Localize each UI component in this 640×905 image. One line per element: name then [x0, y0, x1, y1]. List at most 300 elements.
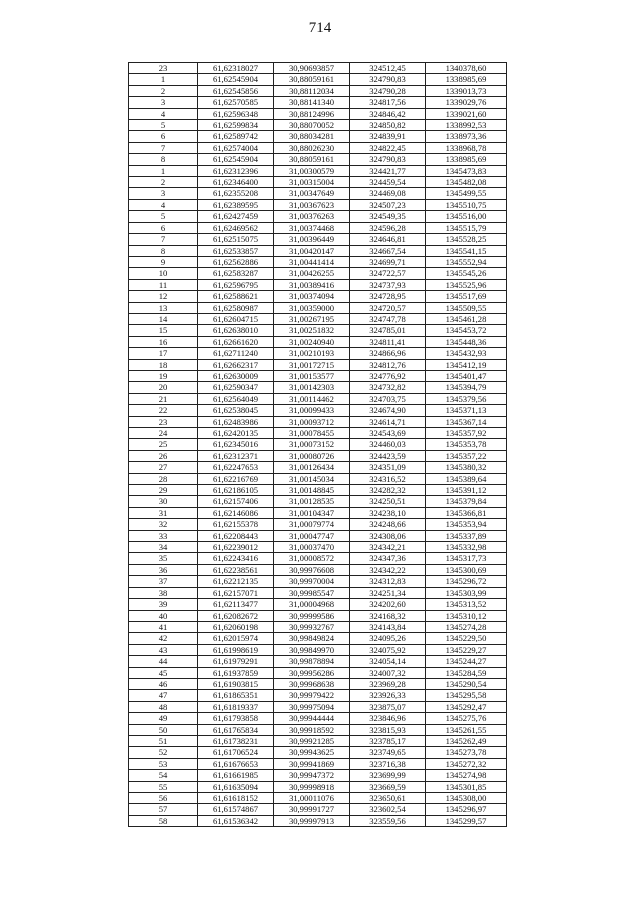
latitude-cell: 61,62545904 — [198, 74, 274, 85]
point-number-cell: 34 — [129, 542, 198, 553]
longitude-cell: 31,00104347 — [274, 507, 350, 518]
x-coordinate-cell: 323926,33 — [350, 690, 426, 701]
y-coordinate-cell: 1345509,55 — [426, 302, 507, 313]
longitude-cell: 31,00153577 — [274, 370, 350, 381]
point-number-cell: 23 — [129, 63, 198, 74]
longitude-cell: 30,99918592 — [274, 724, 350, 735]
point-number-cell: 1 — [129, 74, 198, 85]
y-coordinate-cell: 1345448,36 — [426, 336, 507, 347]
point-number-cell: 50 — [129, 724, 198, 735]
longitude-cell: 30,88124996 — [274, 108, 350, 119]
y-coordinate-cell: 1345274,28 — [426, 621, 507, 632]
latitude-cell: 61,62638010 — [198, 325, 274, 336]
latitude-cell: 61,62318027 — [198, 63, 274, 74]
point-number-cell: 53 — [129, 758, 198, 769]
table-row — [129, 325, 507, 336]
longitude-cell: 31,00251832 — [274, 325, 350, 336]
latitude-cell: 61,62596348 — [198, 108, 274, 119]
table-row — [129, 804, 507, 815]
point-number-cell: 30 — [129, 496, 198, 507]
y-coordinate-cell: 1345295,58 — [426, 690, 507, 701]
point-number-cell: 15 — [129, 325, 198, 336]
table-row — [129, 713, 507, 724]
point-number-cell: 38 — [129, 587, 198, 598]
y-coordinate-cell: 1345499,55 — [426, 188, 507, 199]
longitude-cell: 31,00389416 — [274, 279, 350, 290]
y-coordinate-cell: 1345303,99 — [426, 587, 507, 598]
table-row — [129, 450, 507, 461]
longitude-cell: 30,99849824 — [274, 633, 350, 644]
latitude-cell: 61,62580987 — [198, 302, 274, 313]
table-row — [129, 336, 507, 347]
longitude-cell: 31,00011076 — [274, 793, 350, 804]
table-row — [129, 690, 507, 701]
x-coordinate-cell: 324866,96 — [350, 348, 426, 359]
longitude-cell: 30,88112034 — [274, 85, 350, 96]
x-coordinate-cell: 324722,57 — [350, 268, 426, 279]
longitude-cell: 31,00267195 — [274, 313, 350, 324]
table-row — [129, 815, 507, 826]
y-coordinate-cell: 1345300,69 — [426, 564, 507, 575]
latitude-cell: 61,61574867 — [198, 804, 274, 815]
point-number-cell: 21 — [129, 393, 198, 404]
table-row — [129, 302, 507, 313]
y-coordinate-cell: 1345229,27 — [426, 644, 507, 655]
table-row — [129, 131, 507, 142]
latitude-cell: 61,62216769 — [198, 473, 274, 484]
y-coordinate-cell: 1345379,56 — [426, 393, 507, 404]
x-coordinate-cell: 324342,21 — [350, 542, 426, 553]
longitude-cell: 31,00315004 — [274, 177, 350, 188]
y-coordinate-cell: 1345541,15 — [426, 245, 507, 256]
x-coordinate-cell: 324614,71 — [350, 416, 426, 427]
latitude-cell: 61,62570585 — [198, 97, 274, 108]
x-coordinate-cell: 323650,61 — [350, 793, 426, 804]
point-number-cell: 28 — [129, 473, 198, 484]
point-number-cell: 7 — [129, 234, 198, 245]
x-coordinate-cell: 324460,03 — [350, 439, 426, 450]
point-number-cell: 2 — [129, 85, 198, 96]
longitude-cell: 31,00099433 — [274, 405, 350, 416]
x-coordinate-cell: 323749,65 — [350, 747, 426, 758]
y-coordinate-cell: 1339021,60 — [426, 108, 507, 119]
latitude-cell: 61,62247653 — [198, 462, 274, 473]
table-row — [129, 656, 507, 667]
table-row — [129, 599, 507, 610]
latitude-cell: 61,62208443 — [198, 530, 274, 541]
x-coordinate-cell: 324790,83 — [350, 154, 426, 165]
latitude-cell: 61,62420135 — [198, 428, 274, 439]
x-coordinate-cell: 324423,59 — [350, 450, 426, 461]
y-coordinate-cell: 1345272,32 — [426, 758, 507, 769]
x-coordinate-cell: 324674,90 — [350, 405, 426, 416]
longitude-cell: 31,00441414 — [274, 256, 350, 267]
longitude-cell: 30,99932767 — [274, 621, 350, 632]
point-number-cell: 41 — [129, 621, 198, 632]
latitude-cell: 61,62212135 — [198, 576, 274, 587]
x-coordinate-cell: 324850,82 — [350, 120, 426, 131]
longitude-cell: 31,00142303 — [274, 382, 350, 393]
table-row — [129, 108, 507, 119]
x-coordinate-cell: 324728,95 — [350, 291, 426, 302]
longitude-cell: 31,00240940 — [274, 336, 350, 347]
y-coordinate-cell: 1345394,79 — [426, 382, 507, 393]
point-number-cell: 16 — [129, 336, 198, 347]
table-row — [129, 348, 507, 359]
table-row — [129, 439, 507, 450]
latitude-cell: 61,61738231 — [198, 735, 274, 746]
point-number-cell: 31 — [129, 507, 198, 518]
latitude-cell: 61,62562886 — [198, 256, 274, 267]
latitude-cell: 61,62533857 — [198, 245, 274, 256]
latitude-cell: 61,62583287 — [198, 268, 274, 279]
point-number-cell: 9 — [129, 256, 198, 267]
table-row — [129, 793, 507, 804]
x-coordinate-cell: 324667,54 — [350, 245, 426, 256]
longitude-cell: 31,00078455 — [274, 428, 350, 439]
longitude-cell: 31,00420147 — [274, 245, 350, 256]
y-coordinate-cell: 1339013,73 — [426, 85, 507, 96]
y-coordinate-cell: 1345461,28 — [426, 313, 507, 324]
y-coordinate-cell: 1345301,85 — [426, 781, 507, 792]
point-number-cell: 13 — [129, 302, 198, 313]
y-coordinate-cell: 1345292,47 — [426, 701, 507, 712]
longitude-cell: 31,00008572 — [274, 553, 350, 564]
longitude-cell: 31,00376263 — [274, 211, 350, 222]
longitude-cell: 30,99997913 — [274, 815, 350, 826]
point-number-cell: 39 — [129, 599, 198, 610]
latitude-cell: 61,62596795 — [198, 279, 274, 290]
latitude-cell: 61,62113477 — [198, 599, 274, 610]
point-number-cell: 52 — [129, 747, 198, 758]
table-row — [129, 416, 507, 427]
point-number-cell: 22 — [129, 405, 198, 416]
x-coordinate-cell: 324312,83 — [350, 576, 426, 587]
table-row — [129, 359, 507, 370]
longitude-cell: 30,99944444 — [274, 713, 350, 724]
latitude-cell: 61,62082672 — [198, 610, 274, 621]
latitude-cell: 61,62312396 — [198, 165, 274, 176]
x-coordinate-cell: 324459,54 — [350, 177, 426, 188]
longitude-cell: 31,00145034 — [274, 473, 350, 484]
x-coordinate-cell: 324075,92 — [350, 644, 426, 655]
latitude-cell: 61,62015974 — [198, 633, 274, 644]
y-coordinate-cell: 1345353,78 — [426, 439, 507, 450]
y-coordinate-cell: 1345525,96 — [426, 279, 507, 290]
point-number-cell: 18 — [129, 359, 198, 370]
point-number-cell: 29 — [129, 485, 198, 496]
latitude-cell: 61,62662317 — [198, 359, 274, 370]
longitude-cell: 30,99985547 — [274, 587, 350, 598]
x-coordinate-cell: 324007,32 — [350, 667, 426, 678]
y-coordinate-cell: 1345244,27 — [426, 656, 507, 667]
x-coordinate-cell: 323559,56 — [350, 815, 426, 826]
y-coordinate-cell: 1345290,54 — [426, 678, 507, 689]
point-number-cell: 35 — [129, 553, 198, 564]
x-coordinate-cell: 324811,41 — [350, 336, 426, 347]
y-coordinate-cell: 1338968,78 — [426, 142, 507, 153]
latitude-cell: 61,61536342 — [198, 815, 274, 826]
point-number-cell: 4 — [129, 199, 198, 210]
table-row — [129, 85, 507, 96]
point-number-cell: 33 — [129, 530, 198, 541]
y-coordinate-cell: 1345380,32 — [426, 462, 507, 473]
table-row — [129, 188, 507, 199]
longitude-cell: 31,00114462 — [274, 393, 350, 404]
table-row — [129, 781, 507, 792]
x-coordinate-cell: 324790,28 — [350, 85, 426, 96]
longitude-cell: 31,00037470 — [274, 542, 350, 553]
y-coordinate-cell: 1345317,73 — [426, 553, 507, 564]
table-row — [129, 724, 507, 735]
point-number-cell: 48 — [129, 701, 198, 712]
longitude-cell: 31,00126434 — [274, 462, 350, 473]
x-coordinate-cell: 324095,26 — [350, 633, 426, 644]
table-row — [129, 234, 507, 245]
x-coordinate-cell: 323669,59 — [350, 781, 426, 792]
latitude-cell: 61,62515075 — [198, 234, 274, 245]
latitude-cell: 61,61998619 — [198, 644, 274, 655]
y-coordinate-cell: 1345552,94 — [426, 256, 507, 267]
y-coordinate-cell: 1345453,72 — [426, 325, 507, 336]
longitude-cell: 31,00300579 — [274, 165, 350, 176]
point-number-cell: 17 — [129, 348, 198, 359]
latitude-cell: 61,61865351 — [198, 690, 274, 701]
point-number-cell: 6 — [129, 131, 198, 142]
longitude-cell: 31,00148845 — [274, 485, 350, 496]
y-coordinate-cell: 1345308,00 — [426, 793, 507, 804]
point-number-cell: 6 — [129, 222, 198, 233]
x-coordinate-cell: 324822,45 — [350, 142, 426, 153]
table-row — [129, 428, 507, 439]
latitude-cell: 61,61635094 — [198, 781, 274, 792]
point-number-cell: 7 — [129, 142, 198, 153]
point-number-cell: 57 — [129, 804, 198, 815]
y-coordinate-cell: 1345366,81 — [426, 507, 507, 518]
point-number-cell: 10 — [129, 268, 198, 279]
x-coordinate-cell: 324351,09 — [350, 462, 426, 473]
table-row — [129, 542, 507, 553]
x-coordinate-cell: 324421,77 — [350, 165, 426, 176]
latitude-cell: 61,62564049 — [198, 393, 274, 404]
y-coordinate-cell: 1345261,55 — [426, 724, 507, 735]
x-coordinate-cell: 324785,01 — [350, 325, 426, 336]
x-coordinate-cell: 323969,28 — [350, 678, 426, 689]
latitude-cell: 61,62155378 — [198, 519, 274, 530]
point-number-cell: 42 — [129, 633, 198, 644]
y-coordinate-cell: 1345482,08 — [426, 177, 507, 188]
x-coordinate-cell: 324596,28 — [350, 222, 426, 233]
coordinates-table — [128, 62, 507, 827]
table-row — [129, 758, 507, 769]
y-coordinate-cell: 1345353,94 — [426, 519, 507, 530]
longitude-cell: 30,88026230 — [274, 142, 350, 153]
table-row — [129, 97, 507, 108]
x-coordinate-cell: 324054,14 — [350, 656, 426, 667]
y-coordinate-cell: 1345275,76 — [426, 713, 507, 724]
longitude-cell: 30,88059161 — [274, 154, 350, 165]
latitude-cell: 61,62589742 — [198, 131, 274, 142]
table-row — [129, 211, 507, 222]
longitude-cell: 30,99970004 — [274, 576, 350, 587]
y-coordinate-cell: 1345313,52 — [426, 599, 507, 610]
x-coordinate-cell: 324469,08 — [350, 188, 426, 199]
x-coordinate-cell: 324202,60 — [350, 599, 426, 610]
x-coordinate-cell: 323875,07 — [350, 701, 426, 712]
y-coordinate-cell: 1345296,72 — [426, 576, 507, 587]
point-number-cell: 45 — [129, 667, 198, 678]
x-coordinate-cell: 324342,22 — [350, 564, 426, 575]
longitude-cell: 31,00047747 — [274, 530, 350, 541]
longitude-cell: 31,00367623 — [274, 199, 350, 210]
table-row — [129, 462, 507, 473]
y-coordinate-cell: 1345332,98 — [426, 542, 507, 553]
longitude-cell: 30,99878894 — [274, 656, 350, 667]
longitude-cell: 31,00426255 — [274, 268, 350, 279]
y-coordinate-cell: 1338985,69 — [426, 154, 507, 165]
point-number-cell: 51 — [129, 735, 198, 746]
table-row — [129, 770, 507, 781]
x-coordinate-cell: 324846,42 — [350, 108, 426, 119]
table-row — [129, 405, 507, 416]
point-number-cell: 12 — [129, 291, 198, 302]
point-number-cell: 24 — [129, 428, 198, 439]
latitude-cell: 61,62345016 — [198, 439, 274, 450]
latitude-cell: 61,62355208 — [198, 188, 274, 199]
x-coordinate-cell: 324703,75 — [350, 393, 426, 404]
latitude-cell: 61,62427459 — [198, 211, 274, 222]
point-number-cell: 5 — [129, 120, 198, 131]
latitude-cell: 61,62545904 — [198, 154, 274, 165]
longitude-cell: 31,00172715 — [274, 359, 350, 370]
point-number-cell: 54 — [129, 770, 198, 781]
y-coordinate-cell: 1345391,12 — [426, 485, 507, 496]
latitude-cell: 61,61903815 — [198, 678, 274, 689]
longitude-cell: 31,00210193 — [274, 348, 350, 359]
x-coordinate-cell: 324512,45 — [350, 63, 426, 74]
table-row — [129, 74, 507, 85]
x-coordinate-cell: 324839,91 — [350, 131, 426, 142]
latitude-cell: 61,62545856 — [198, 85, 274, 96]
latitude-cell: 61,61979291 — [198, 656, 274, 667]
x-coordinate-cell: 324308,06 — [350, 530, 426, 541]
latitude-cell: 61,62590347 — [198, 382, 274, 393]
y-coordinate-cell: 1338992,53 — [426, 120, 507, 131]
y-coordinate-cell: 1345528,25 — [426, 234, 507, 245]
longitude-cell: 30,99947372 — [274, 770, 350, 781]
longitude-cell: 30,88070052 — [274, 120, 350, 131]
longitude-cell: 31,00374468 — [274, 222, 350, 233]
point-number-cell: 27 — [129, 462, 198, 473]
latitude-cell: 61,62574004 — [198, 142, 274, 153]
x-coordinate-cell: 324646,81 — [350, 234, 426, 245]
x-coordinate-cell: 324248,66 — [350, 519, 426, 530]
longitude-cell: 31,00359000 — [274, 302, 350, 313]
table-row — [129, 633, 507, 644]
y-coordinate-cell: 1345412,19 — [426, 359, 507, 370]
y-coordinate-cell: 1345337,89 — [426, 530, 507, 541]
point-number-cell: 55 — [129, 781, 198, 792]
table-row — [129, 222, 507, 233]
longitude-cell: 30,99943625 — [274, 747, 350, 758]
longitude-cell: 30,99975094 — [274, 701, 350, 712]
y-coordinate-cell: 1345357,92 — [426, 428, 507, 439]
table-row — [129, 485, 507, 496]
latitude-cell: 61,62346400 — [198, 177, 274, 188]
table-row — [129, 291, 507, 302]
longitude-cell: 31,00079774 — [274, 519, 350, 530]
latitude-cell: 61,61676653 — [198, 758, 274, 769]
y-coordinate-cell: 1345310,12 — [426, 610, 507, 621]
point-number-cell: 32 — [129, 519, 198, 530]
y-coordinate-cell: 1345273,78 — [426, 747, 507, 758]
point-number-cell: 37 — [129, 576, 198, 587]
coordinates-table-body — [129, 63, 507, 827]
longitude-cell: 30,99991727 — [274, 804, 350, 815]
y-coordinate-cell: 1339029,76 — [426, 97, 507, 108]
longitude-cell: 31,00073152 — [274, 439, 350, 450]
point-number-cell: 58 — [129, 815, 198, 826]
point-number-cell: 44 — [129, 656, 198, 667]
latitude-cell: 61,62588621 — [198, 291, 274, 302]
latitude-cell: 61,62483986 — [198, 416, 274, 427]
table-row — [129, 610, 507, 621]
table-row — [129, 393, 507, 404]
longitude-cell: 30,88034281 — [274, 131, 350, 142]
x-coordinate-cell: 323699,99 — [350, 770, 426, 781]
latitude-cell: 61,62661620 — [198, 336, 274, 347]
point-number-cell: 5 — [129, 211, 198, 222]
latitude-cell: 61,62239012 — [198, 542, 274, 553]
x-coordinate-cell: 323716,38 — [350, 758, 426, 769]
x-coordinate-cell: 324747,78 — [350, 313, 426, 324]
latitude-cell: 61,62146086 — [198, 507, 274, 518]
latitude-cell: 61,62599834 — [198, 120, 274, 131]
table-row — [129, 473, 507, 484]
longitude-cell: 30,99921285 — [274, 735, 350, 746]
x-coordinate-cell: 324143,84 — [350, 621, 426, 632]
x-coordinate-cell: 324168,32 — [350, 610, 426, 621]
x-coordinate-cell: 324737,93 — [350, 279, 426, 290]
x-coordinate-cell: 324699,71 — [350, 256, 426, 267]
y-coordinate-cell: 1345516,00 — [426, 211, 507, 222]
table-row — [129, 256, 507, 267]
longitude-cell: 30,99849970 — [274, 644, 350, 655]
latitude-cell: 61,62312371 — [198, 450, 274, 461]
x-coordinate-cell: 324251,34 — [350, 587, 426, 598]
longitude-cell: 30,99979422 — [274, 690, 350, 701]
x-coordinate-cell: 324543,69 — [350, 428, 426, 439]
x-coordinate-cell: 324347,36 — [350, 553, 426, 564]
x-coordinate-cell: 324720,57 — [350, 302, 426, 313]
table-row — [129, 667, 507, 678]
y-coordinate-cell: 1345545,26 — [426, 268, 507, 279]
table-row — [129, 268, 507, 279]
latitude-cell: 61,62243416 — [198, 553, 274, 564]
point-number-cell: 8 — [129, 245, 198, 256]
x-coordinate-cell: 323602,54 — [350, 804, 426, 815]
point-number-cell: 26 — [129, 450, 198, 461]
table-row — [129, 120, 507, 131]
table-row — [129, 747, 507, 758]
table-row — [129, 530, 507, 541]
point-number-cell: 4 — [129, 108, 198, 119]
table-row — [129, 576, 507, 587]
latitude-cell: 61,62469562 — [198, 222, 274, 233]
point-number-cell: 36 — [129, 564, 198, 575]
latitude-cell: 61,62389595 — [198, 199, 274, 210]
y-coordinate-cell: 1345517,69 — [426, 291, 507, 302]
